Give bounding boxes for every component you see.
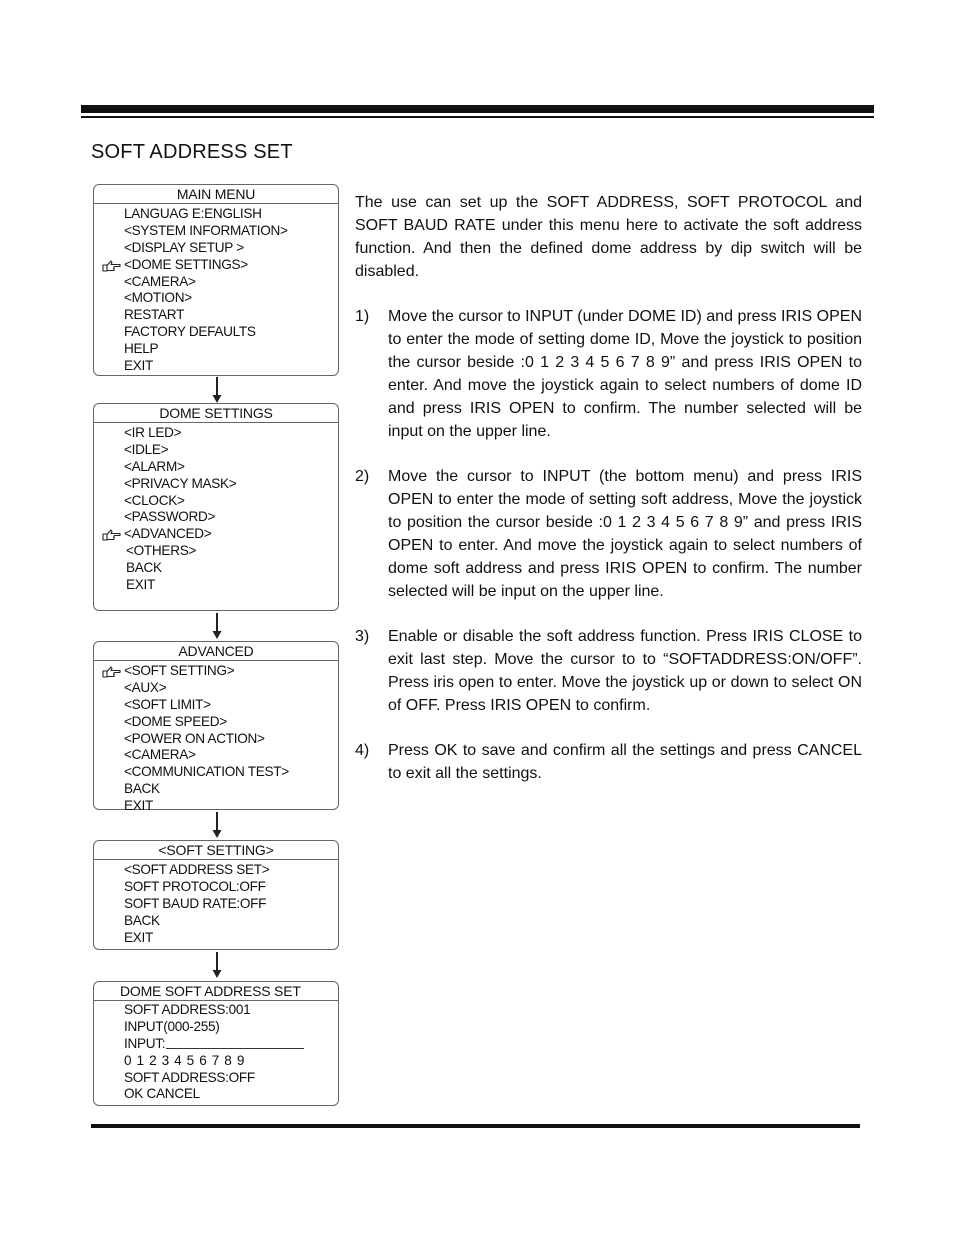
step-text: Move the cursor to INPUT (the bottom menu) and press IRIS OPEN to enter the mode of setting soft address, Move the joystick to position the cursor beside :0 1 2 3 4 5 6 7 8 9” and press IRIS OPEN to enter. And move the joystick again to select numbers of dome soft address and press IRIS OPEN to confirm. The number selected will be input on the upper line. bbox=[388, 468, 862, 600]
soft-address-set-title: DOME SOFT ADDRESS SET bbox=[94, 982, 338, 1001]
dome-settings-item: <ALARM> bbox=[124, 458, 185, 474]
step-number: 2) bbox=[355, 468, 370, 485]
step-text: Move the cursor to INPUT (under DOME ID) and press IRIS OPEN to enter the mode of setting dome ID, Move the joystick to position the cursor beside :0 1 2 3 4 5 6 7 8 9” and press IRIS OPEN to enter. And move the joystick again to select numbers of dome ID and press IRIS OPEN to confirm. The number selected will be input on the upper line. bbox=[388, 308, 862, 440]
advanced-item-selected bbox=[94, 663, 338, 680]
main-menu-item: FACTORY DEFAULTS bbox=[124, 324, 256, 340]
step-number: 1) bbox=[355, 308, 370, 325]
footer-rule bbox=[91, 1124, 860, 1128]
main-menu-item: RESTART bbox=[124, 307, 185, 323]
soft-address-item: OK CANCEL bbox=[124, 1086, 200, 1102]
input-underline bbox=[166, 1036, 304, 1049]
soft-setting-item: EXIT bbox=[124, 929, 154, 945]
soft-address-input-label: INPUT: bbox=[124, 1035, 166, 1051]
advanced-item: BACK bbox=[124, 781, 160, 797]
down-arrow-icon bbox=[212, 952, 222, 978]
step-item bbox=[355, 739, 862, 785]
advanced-item: <COMMUNICATION TEST> bbox=[124, 764, 289, 780]
dome-settings-item: <PRIVACY MASK> bbox=[124, 475, 237, 491]
step-text: Enable or disable the soft address function. Press IRIS CLOSE to exit last step. Move the cursor to to “SOFTADDRESS:ON/OFF”. Press iris open to enter. Move the joystick up or down to select ON of OFF. Press IRIS OPEN to confirm. bbox=[388, 628, 862, 714]
main-menu-item: EXIT bbox=[124, 358, 154, 374]
advanced-title: ADVANCED bbox=[94, 642, 338, 661]
soft-setting-item: SOFT BAUD RATE:OFF bbox=[124, 895, 267, 911]
pointing-hand-icon bbox=[102, 258, 122, 273]
section-title: SOFT ADDRESS SET bbox=[91, 141, 293, 163]
header-rule-thin bbox=[81, 116, 874, 118]
advanced-panel bbox=[93, 641, 339, 814]
soft-address-item: SOFT ADDRESS:001 bbox=[124, 1002, 251, 1017]
soft-setting-item: <SOFT ADDRESS SET> bbox=[124, 862, 270, 877]
soft-address-item: SOFT ADDRESS:OFF bbox=[124, 1069, 255, 1085]
step-item bbox=[355, 465, 862, 603]
pointing-hand-icon bbox=[102, 664, 122, 679]
down-arrow-icon bbox=[212, 613, 222, 639]
step-item bbox=[355, 305, 862, 443]
main-menu-item: <MOTION> bbox=[124, 290, 192, 306]
soft-setting-title: <SOFT SETTING> bbox=[94, 841, 338, 860]
advanced-item: <DOME SPEED> bbox=[124, 713, 227, 729]
dome-settings-item-label: <ADVANCED> bbox=[124, 526, 212, 542]
soft-setting-item: SOFT PROTOCOL:OFF bbox=[124, 878, 266, 894]
dome-settings-item: <IDLE> bbox=[124, 441, 169, 457]
step-number: 4) bbox=[355, 742, 370, 759]
dome-settings-panel bbox=[93, 403, 339, 611]
main-menu-panel bbox=[93, 184, 339, 376]
dome-settings-item: <CLOCK> bbox=[124, 492, 185, 508]
advanced-item: <CAMERA> bbox=[124, 747, 196, 763]
dome-settings-item: <PASSWORD> bbox=[124, 509, 216, 525]
main-menu-item: <CAMERA> bbox=[124, 273, 196, 289]
soft-setting-panel bbox=[93, 840, 339, 950]
soft-setting-item: BACK bbox=[124, 912, 160, 928]
dome-settings-item: <IR LED> bbox=[124, 425, 182, 440]
down-arrow-icon bbox=[212, 377, 222, 403]
soft-address-item: INPUT(000-255) bbox=[124, 1018, 220, 1034]
main-menu-item: LANGUAG E:ENGLISH bbox=[124, 206, 262, 221]
header-rule-thick bbox=[81, 105, 874, 113]
step-text: Press OK to save and confirm all the settings and press CANCEL to exit all the settings. bbox=[388, 742, 862, 782]
main-menu-item-label: <DOME SETTINGS> bbox=[124, 256, 248, 272]
instructions-column bbox=[355, 191, 862, 785]
dome-settings-item: BACK bbox=[126, 560, 162, 576]
dome-settings-item: EXIT bbox=[126, 577, 156, 593]
advanced-item: <POWER ON ACTION> bbox=[124, 730, 265, 746]
soft-address-set-panel bbox=[93, 981, 339, 1106]
pointing-hand-icon bbox=[102, 527, 122, 542]
soft-address-digits: 0 1 2 3 4 5 6 7 8 9 bbox=[124, 1052, 245, 1068]
main-menu-item: <DISPLAY SETUP > bbox=[124, 239, 244, 255]
main-menu-title: MAIN MENU bbox=[94, 185, 338, 204]
step-item bbox=[355, 625, 862, 717]
main-menu-item-selected bbox=[94, 257, 338, 274]
step-number: 3) bbox=[355, 628, 370, 645]
main-menu-item: HELP bbox=[124, 341, 159, 357]
soft-address-input-row bbox=[94, 1036, 338, 1053]
advanced-item-label: <SOFT SETTING> bbox=[124, 663, 235, 678]
intro-paragraph: The use can set up the SOFT ADDRESS, SOFT PROTOCOL and SOFT BAUD RATE under this menu here to activate the soft address function. And then the defined dome address by dip switch will be disabled. bbox=[355, 194, 862, 280]
advanced-item: EXIT bbox=[124, 798, 154, 814]
main-menu-item: <SYSTEM INFORMATION> bbox=[124, 222, 288, 238]
advanced-item: <SOFT LIMIT> bbox=[124, 696, 211, 712]
advanced-item: <AUX> bbox=[124, 679, 167, 695]
dome-settings-title: DOME SETTINGS bbox=[94, 404, 338, 423]
dome-settings-item: <OTHERS> bbox=[126, 543, 197, 559]
dome-settings-item-selected bbox=[94, 526, 338, 543]
down-arrow-icon bbox=[212, 812, 222, 838]
